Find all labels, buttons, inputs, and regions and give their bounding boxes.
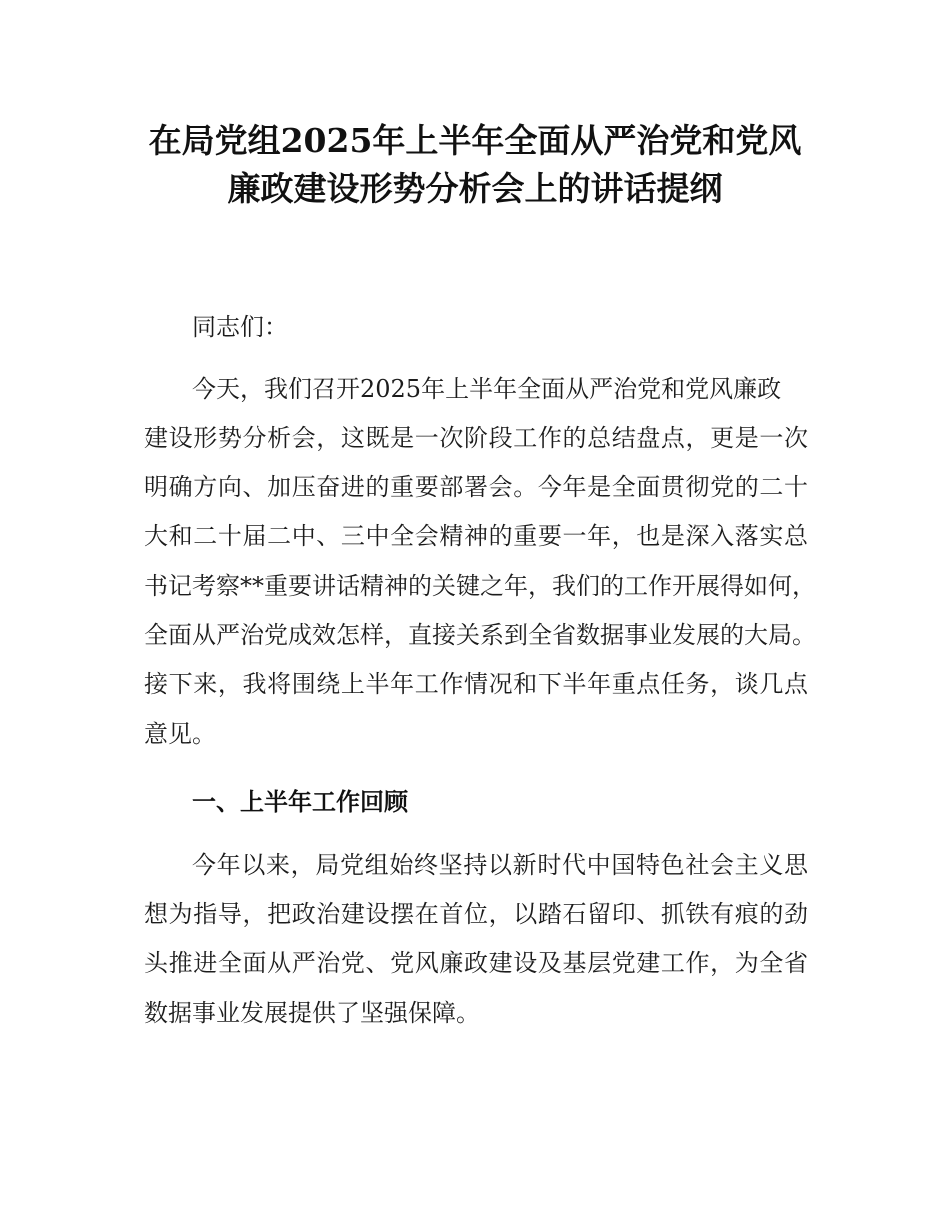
- paragraph-line: 书记考察**重要讲话精神的关键之年，我们的工作开展得如何，: [144, 572, 816, 600]
- paragraph-line: 建设形势分析会，这既是一次阶段工作的总结盘点，更是一次: [144, 424, 808, 452]
- document-title-line-1: 在局党组2025年上半年全面从严治党和党风: [148, 121, 802, 160]
- paragraph-line: 想为指导，把政治建设摆在首位，以踏石留印、抓铁有痕的劲: [144, 900, 808, 928]
- paragraph-line: 意见。: [144, 720, 216, 748]
- paragraph-line: 数据事业发展提供了坚强保障。: [144, 999, 480, 1027]
- paragraph-line: 头推进全面从严治党、党风廉政建设及基层党建工作，为全省: [144, 949, 808, 977]
- document-title-line-2: 廉政建设形势分析会上的讲话提纲: [227, 169, 723, 208]
- salutation: 同志们：: [192, 313, 288, 341]
- paragraph-line: 今天，我们召开2025年上半年全面从严治党和党风廉政: [192, 375, 782, 403]
- paragraph-line: 明确方向、加压奋进的重要部署会。今年是全面贯彻党的二十: [144, 473, 808, 501]
- paragraph-line: 全面从严治党成效怎样，直接关系到全省数据事业发展的大局。: [144, 621, 816, 649]
- paragraph-line: 今年以来，局党组始终坚持以新时代中国特色社会主义思: [192, 851, 808, 879]
- paragraph-line: 大和二十届二中、三中全会精神的重要一年，也是深入落实总: [144, 522, 808, 550]
- paragraph-line: 接下来，我将围绕上半年工作情况和下半年重点任务，谈几点: [144, 670, 808, 698]
- section-heading: 一、上半年工作回顾: [192, 788, 408, 816]
